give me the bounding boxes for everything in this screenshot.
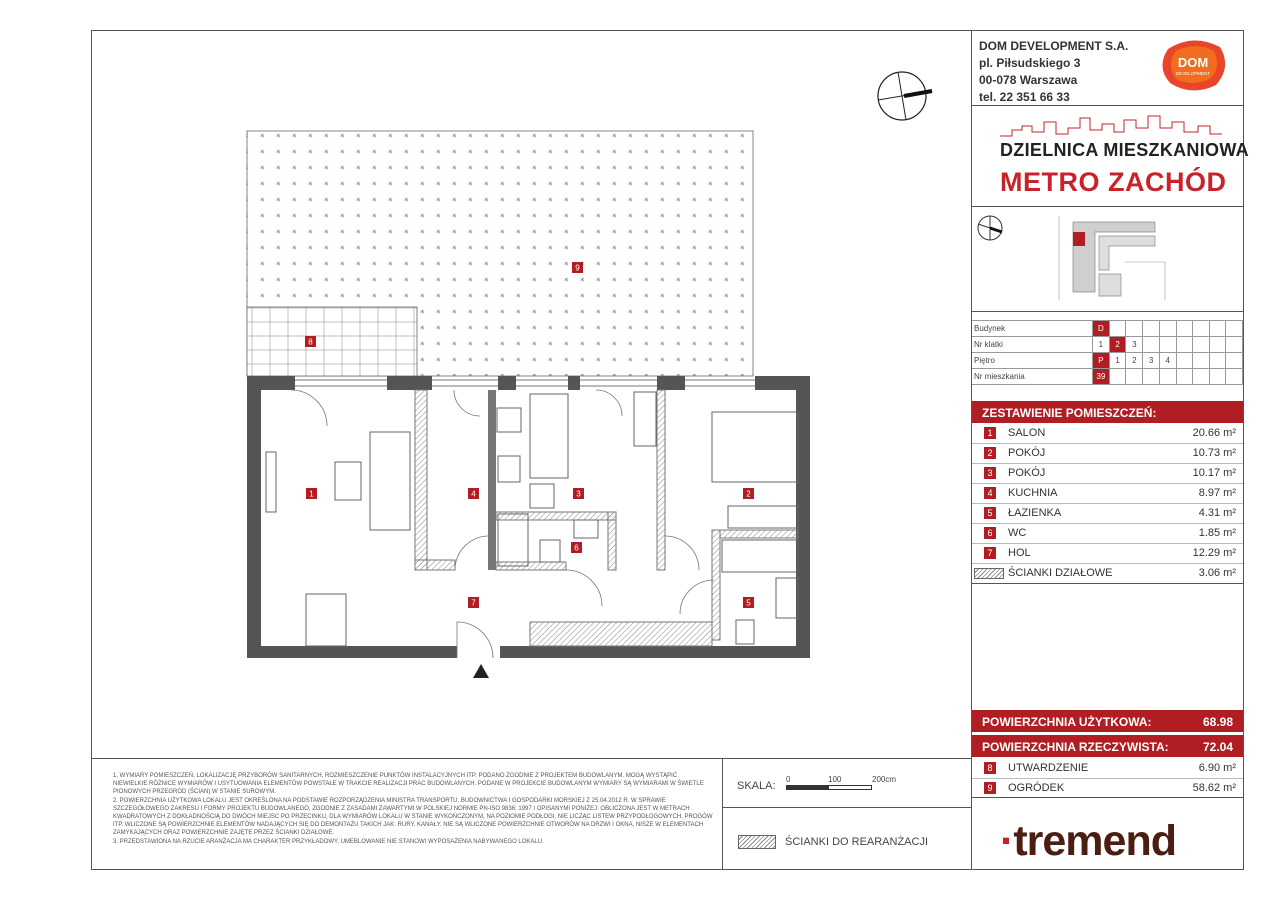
info-row — [972, 321, 1243, 337]
info-cell — [1209, 353, 1226, 369]
apartment-info-table — [972, 320, 1243, 385]
room-area: 8.97 m² — [1198, 487, 1236, 499]
room-area: 10.17 m² — [1192, 467, 1236, 479]
map-compass-icon — [976, 214, 1004, 242]
info-cell: P — [1092, 353, 1109, 369]
info-cell — [1209, 321, 1226, 337]
doors — [291, 390, 714, 658]
tremend-logo — [1000, 817, 1176, 866]
room-row — [972, 484, 1243, 504]
info-cell — [1209, 369, 1226, 385]
info-cell — [1143, 337, 1160, 353]
legend-divider — [722, 807, 971, 808]
info-cell — [1126, 321, 1143, 337]
footer-divider — [91, 758, 972, 759]
room-row — [972, 424, 1243, 444]
terrace-area — [247, 307, 417, 376]
info-cell — [1226, 337, 1243, 353]
plan-label-4: 4 — [471, 489, 476, 499]
info-cell: D — [1092, 321, 1109, 337]
info-cell — [1159, 337, 1176, 353]
actual-area-label: POWIERZCHNIA RZECZYWISTA: — [982, 740, 1169, 754]
scale-tick-0: 0 — [786, 775, 791, 784]
company-info — [979, 38, 1128, 106]
room-number: 1 — [984, 427, 996, 439]
room-area: 4.31 m² — [1198, 507, 1236, 519]
actual-area-bar — [972, 735, 1243, 757]
info-cell: 1 — [1109, 353, 1126, 369]
logo-sub-text: DEVELOPMENT — [1175, 71, 1211, 76]
info-cell: 2 — [1126, 353, 1143, 369]
info-cell: 2 — [1109, 337, 1126, 353]
info-cell — [1126, 369, 1143, 385]
scale-label: SKALA: — [737, 780, 776, 792]
room-area: 1.85 m² — [1198, 527, 1236, 539]
scale-bar-fill — [787, 786, 829, 789]
room-name: KUCHNIA — [1008, 487, 1058, 499]
note-2: 2. POWIERZCHNIA UŻYTKOWA LOKALU JEST OKREŚLONA NA PODSTAWIE ROZPORZĄDZENIA MINISTRA TRANSPORTU, BUDOWNICTWA I GOSPODARKI MORSKIEJ Z 25.04.2012 R. W SPRAWIE SZCZEGÓŁOWEGO ZAKRESU I FORMY PROJEKTU BUDOWLANEGO, ZGODNIE Z ZASADAMI ZAWARTYMI W POLSKIEJ NORMIE PN-ISO 9836: 1997 I OPISANYMI PONIŻEJ: OBLICZONA JEST W METRACH KWADRATOWYCH Z DOKŁADNOŚCIĄ DO DWÓCH MIEJSC PO PRZECINKU, DLA WYMIARÓW LOKALU W STANIE WYKOŃCZONYM, NA POZIOMIE PODŁOGI, NIE LICZĄC LISTEW PRZYPODŁOGOWYCH, PROGÓW ITP. WLICZONE SĄ POWIERZCHNIE ELEMENTÓW NADAJĄCYCH SIĘ DO DEMONTAŻU TAKICH JAK: RURY, KANAŁY. NIE SĄ WLICZONE POWIERZCHNIE OTWORÓW NA DRZWI I OKNA, NISZE W ELEMENTACH ZAMYKAJĄCYCH ORAZ POWIERZCHNIE ZAJĘTE PRZEZ ŚCIANKI DZIAŁOWE. — [113, 797, 713, 837]
room-name: WC — [1008, 527, 1027, 539]
company-name: DOM DEVELOPMENT S.A. — [979, 39, 1129, 53]
plan-label-1: 1 — [309, 489, 314, 499]
room-area: 12.29 m² — [1192, 547, 1236, 559]
partition-hatch-swatch — [974, 568, 1004, 579]
plan-label-6: 6 — [574, 543, 579, 553]
room-row — [972, 464, 1243, 484]
room-number: 6 — [984, 527, 996, 539]
info-label: Budynek — [972, 321, 1092, 337]
legend-text: ŚCIANKI DO REARANŻACJI — [785, 836, 929, 848]
north-compass-icon — [874, 66, 934, 126]
usable-area-bar — [972, 710, 1243, 732]
plan-label-2: 2 — [746, 489, 751, 499]
note-1: 1. WYMIARY POMIESZCZEŃ, LOKALIZACJĘ PRZYBORÓW SANITARNYCH, ROZMIESZCZENIE PUNKTÓW INSTALACYJNYCH ITP. PODANO ZGODNIE Z PROJEKTEM BUDOWLANYM. MOGĄ WYSTĄPIĆ NIEWIELKIE RÓŻNICE WYMIARÓW I USYTUOWANIA ELEMENTÓW POWSTAŁE W TRAKCIE REALIZACJI PRAC BUDOWLANYCH. PODANE W PROJEKCIE BUDOWLANYM WYMIARY SĄ WYMIARAMI W ŚWIETLE PIONOWYCH PRZEGRÓD (ŚCIAN) W STANIE SUROWYM. — [113, 773, 704, 796]
room-row — [972, 544, 1243, 564]
map-divider — [971, 311, 1244, 312]
usable-area-value: 68.98 — [1202, 715, 1233, 729]
room-area: 20.66 m² — [1192, 427, 1236, 439]
room-name: POKÓJ — [1008, 467, 1046, 479]
room-number: 5 — [984, 507, 996, 519]
note-3: 3. PRZEDSTAWIONA NA RZUCIE ARANŻACJA MA CHARAKTER PRZYKŁADOWY, UMEBLOWANIE NIE STANOWI WYPOSAŻENIA NABYWANEGO LOKALU. — [113, 838, 544, 845]
info-cell — [1226, 321, 1243, 337]
info-label: Nr mieszkania — [972, 369, 1092, 385]
company-city: 00-078 Warszawa — [979, 73, 1078, 87]
info-row — [972, 337, 1243, 353]
partition-area: 3.06 m² — [1198, 567, 1236, 579]
room-name: SALON — [1008, 427, 1046, 439]
info-cell: 39 — [1092, 369, 1109, 385]
info-cell: 3 — [1126, 337, 1143, 353]
info-cell — [1176, 353, 1193, 369]
info-cell — [1159, 321, 1176, 337]
extra-row — [972, 779, 1243, 798]
company-street: pl. Piłsudskiego 3 — [979, 56, 1081, 70]
info-cell — [1193, 337, 1210, 353]
extra-row — [972, 759, 1243, 779]
extra-number: 8 — [984, 762, 996, 774]
info-cell — [1176, 369, 1193, 385]
company-phone: tel. 22 351 66 33 — [979, 90, 1070, 104]
info-cell — [1159, 369, 1176, 385]
info-cell: 3 — [1143, 353, 1160, 369]
info-cell — [1143, 369, 1160, 385]
project-name-line2: METRO ZACHÓD — [1000, 167, 1227, 197]
room-name: POKÓJ — [1008, 447, 1046, 459]
rooms-header — [972, 401, 1243, 423]
extra-area: 58.62 m² — [1192, 782, 1236, 794]
entrance-arrow-icon — [473, 664, 489, 678]
dom-development-logo — [1158, 37, 1228, 93]
info-cell — [1193, 369, 1210, 385]
info-cell — [1193, 321, 1210, 337]
room-area: 10.73 m² — [1192, 447, 1236, 459]
info-cell — [1226, 369, 1243, 385]
info-cell — [1209, 337, 1226, 353]
info-label: Piętro — [972, 353, 1092, 369]
brand-divider — [971, 206, 1244, 207]
room-row — [972, 444, 1243, 464]
floor-plan — [230, 60, 830, 700]
extra-area: 6.90 m² — [1198, 762, 1236, 774]
partition-name: ŚCIANKI DZIAŁOWE — [1008, 567, 1113, 579]
usable-area-label: POWIERZCHNIA UŻYTKOWA: — [982, 715, 1152, 729]
scale-bar — [786, 785, 872, 790]
plan-label-5: 5 — [746, 598, 751, 608]
extra-name: UTWARDZENIE — [1008, 762, 1089, 774]
plan-label-7: 7 — [471, 598, 476, 608]
extras-list — [972, 759, 1243, 798]
partition-row — [972, 564, 1243, 584]
scale-tick-200: 200cm — [872, 775, 897, 784]
site-map — [1055, 212, 1167, 304]
room-row — [972, 524, 1243, 544]
rooms-list — [972, 424, 1243, 584]
notes — [113, 772, 713, 846]
plan-label-8: 8 — [308, 337, 313, 347]
info-cell — [1143, 321, 1160, 337]
info-cell — [1109, 321, 1126, 337]
plan-label-3: 3 — [576, 489, 581, 499]
info-row — [972, 369, 1243, 385]
room-name: HOL — [1008, 547, 1031, 559]
actual-area-value: 72.04 — [1202, 740, 1233, 754]
room-name: ŁAZIENKA — [1008, 507, 1062, 519]
info-label: Nr klatki — [972, 337, 1092, 353]
room-number: 2 — [984, 447, 996, 459]
plan-label-9: 9 — [575, 263, 580, 273]
info-cell — [1109, 369, 1126, 385]
tremend-text: tremend — [1013, 817, 1176, 865]
extra-number: 9 — [984, 782, 996, 794]
extra-name: OGRÓDEK — [1008, 782, 1065, 794]
room-row — [972, 504, 1243, 524]
info-cell: 1 — [1092, 337, 1109, 353]
rooms-header-text: ZESTAWIENIE POMIESZCZEŃ: — [982, 406, 1157, 420]
room-number: 7 — [984, 547, 996, 559]
rearrangement-hatch-swatch — [738, 835, 776, 849]
notes-divider — [722, 758, 723, 870]
tremend-mark-icon: · — [1000, 817, 1014, 865]
windows — [295, 380, 755, 386]
info-row — [972, 353, 1243, 369]
logo-main-text: DOM — [1177, 55, 1209, 70]
room-number: 3 — [984, 467, 996, 479]
room-number: 4 — [984, 487, 996, 499]
info-cell — [1176, 321, 1193, 337]
scale-tick-100: 100 — [828, 775, 842, 784]
info-cell — [1226, 353, 1243, 369]
project-name-line1: DZIELNICA MIESZKANIOWA — [1000, 140, 1249, 160]
info-cell — [1193, 353, 1210, 369]
info-cell — [1176, 337, 1193, 353]
info-cell: 4 — [1159, 353, 1176, 369]
